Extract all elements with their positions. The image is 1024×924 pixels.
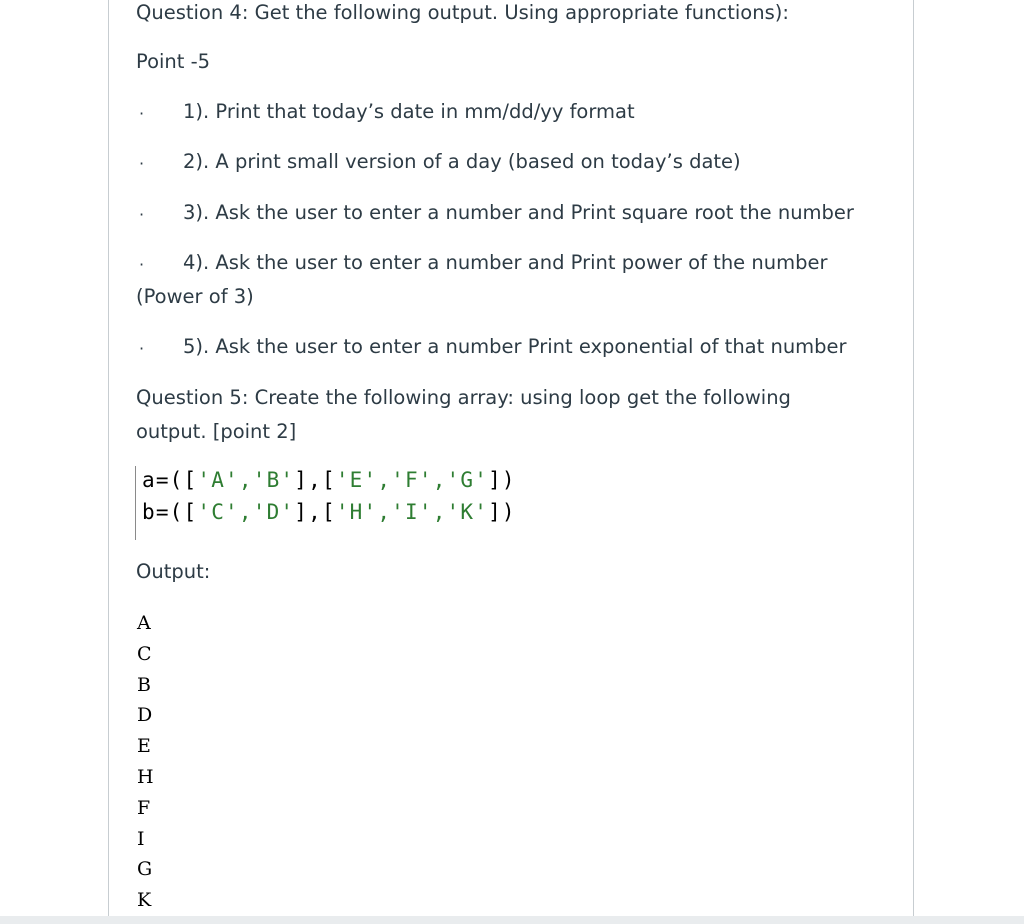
page-border-right: [913, 0, 914, 924]
output-item: H: [137, 765, 154, 788]
output-item: G: [137, 858, 153, 881]
question-4-item-4: 4). Ask the user to enter a number and Print power of the number: [183, 251, 828, 274]
question-4-title: Question 4: Get the following output. Using appropriate functions):: [136, 1, 789, 24]
bullet: ·: [139, 339, 145, 358]
output-item: D: [137, 704, 153, 727]
question-5-title-line-2: output. [point 2]: [136, 420, 297, 443]
output-item: K: [137, 889, 152, 912]
code-block: [135, 466, 616, 540]
bullet: ·: [139, 104, 145, 123]
code-line-a: a=(['A','B'],['E','F','G']): [142, 468, 516, 492]
bullet: ·: [139, 255, 145, 274]
bullet: ·: [139, 154, 145, 173]
output-item: B: [137, 673, 151, 696]
question-4-item-2: 2). A print small version of a day (based on today’s date): [183, 150, 741, 173]
question-5-title-line-1: Question 5: Create the following array: using loop get the following: [136, 386, 791, 409]
bottom-edge: [0, 916, 1024, 924]
question-4-points: Point -5: [136, 50, 211, 73]
question-4-item-4-continuation: (Power of 3): [136, 285, 254, 308]
code-line-b: b=(['C','D'],['H','I','K']): [142, 500, 516, 524]
question-4-item-5: 5). Ask the user to enter a number Print exponential of that number: [183, 335, 847, 358]
output-item: F: [137, 796, 151, 819]
bullet: ·: [139, 205, 145, 224]
page-border-left: [108, 0, 109, 924]
output-item: A: [137, 612, 151, 634]
question-4-item-1: 1). Print that today’s date in mm/dd/yy format: [183, 100, 635, 123]
output-item: C: [137, 642, 152, 665]
output-item: I: [137, 827, 145, 850]
output-label: Output:: [136, 560, 211, 583]
question-4-item-3: 3). Ask the user to enter a number and Print square root the number: [183, 201, 854, 224]
output-list: [137, 608, 154, 916]
output-item: E: [137, 735, 151, 758]
